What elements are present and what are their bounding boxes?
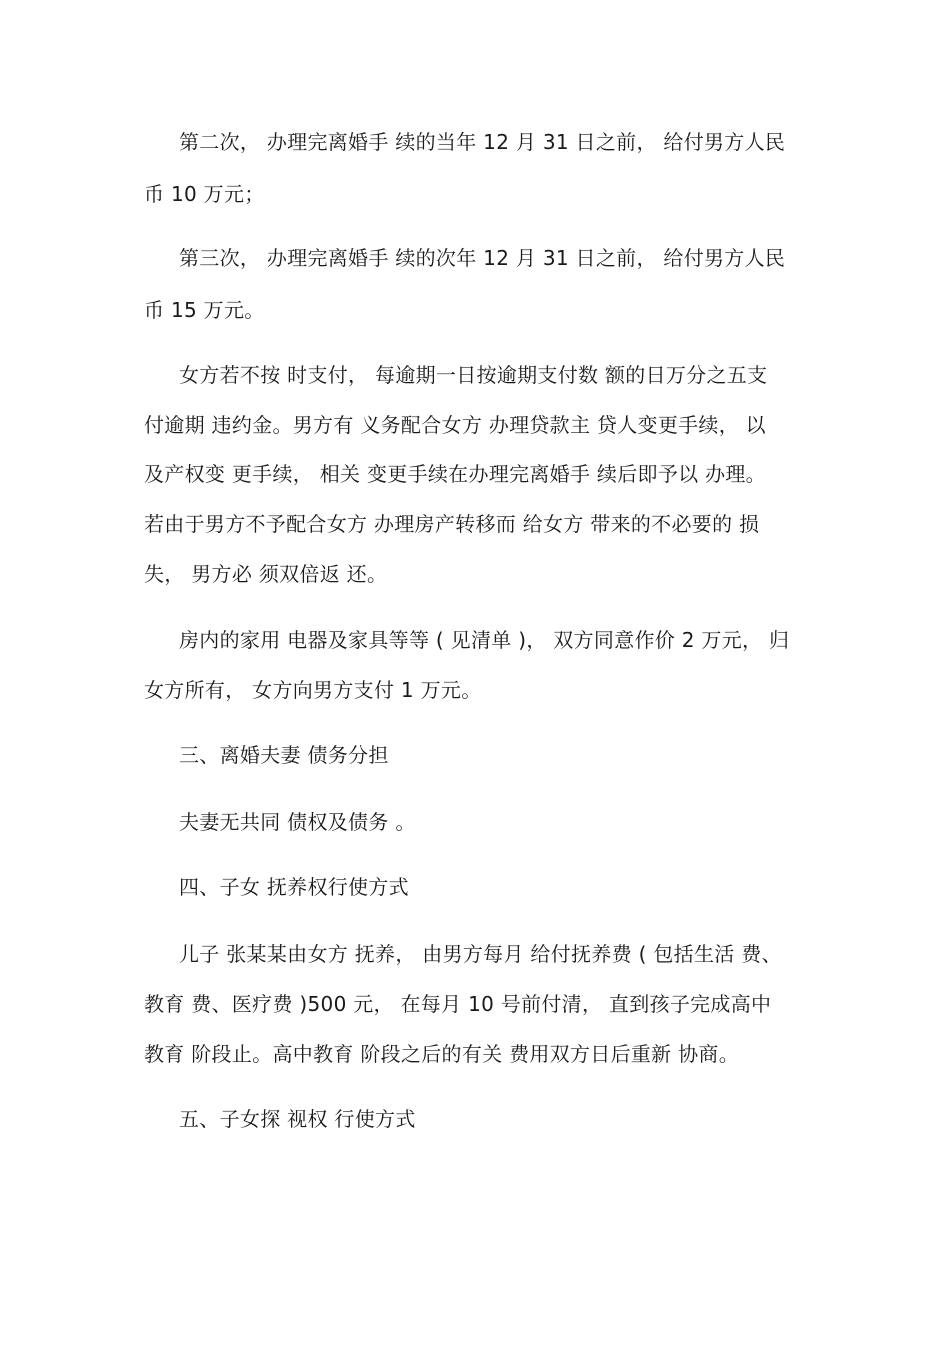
paragraph-line: 若由于男方不予配合女方 办理房产转移而 给女方 带来的不必要的 损 [144, 512, 760, 536]
paragraph-line: 币 15 万元。 [144, 298, 265, 322]
paragraph-line: 夫妻无共同 债权及债务 。 [179, 810, 416, 834]
paragraph-line: 女方若不按 时支付， 每逾期一日按逾期支付数 额的日万分之五支 [179, 363, 768, 387]
paragraph-line: 第二次， 办理完离婚手 续的当年 12 月 31 日之前， 给付男方人民 [179, 130, 786, 154]
paragraph-line: 房内的家用 电器及家具等等 ( 见清单 )， 双方同意作价 2 万元， 归 [179, 628, 790, 652]
paragraph-line: 儿子 张某某由女方 抚养， 由男方每月 给付抚养费 ( 包括生活 费、 [179, 942, 782, 966]
paragraph-line: 教育 阶段止。高中教育 阶段之后的有关 费用双方日后重新 协商。 [144, 1042, 740, 1066]
paragraph-line: 第三次， 办理完离婚手 续的次年 12 月 31 日之前， 给付男方人民 [179, 246, 786, 270]
paragraph-line: 教育 费、医疗费 )500 元， 在每月 10 号前付清， 直到孩子完成高中 [144, 992, 772, 1016]
section-heading: 四、子女 抚养权行使方式 [179, 875, 409, 899]
paragraph-line: 女方所有， 女方向男方支付 1 万元。 [144, 678, 482, 702]
paragraph-line: 失， 男方必 须双倍返 还。 [144, 562, 388, 586]
paragraph-line: 付逾期 违约金。男方有 义务配合女方 办理贷款主 贷人变更手续， 以 [144, 413, 766, 437]
paragraph-line: 及产权变 更手续， 相关 变更手续在办理完离婚手 续后即予以 办理。 [144, 462, 766, 486]
section-heading: 五、子女探 视权 行使方式 [179, 1107, 416, 1131]
section-heading: 三、离婚夫妻 债务分担 [179, 743, 389, 767]
paragraph-line: 币 10 万元； [144, 182, 265, 206]
